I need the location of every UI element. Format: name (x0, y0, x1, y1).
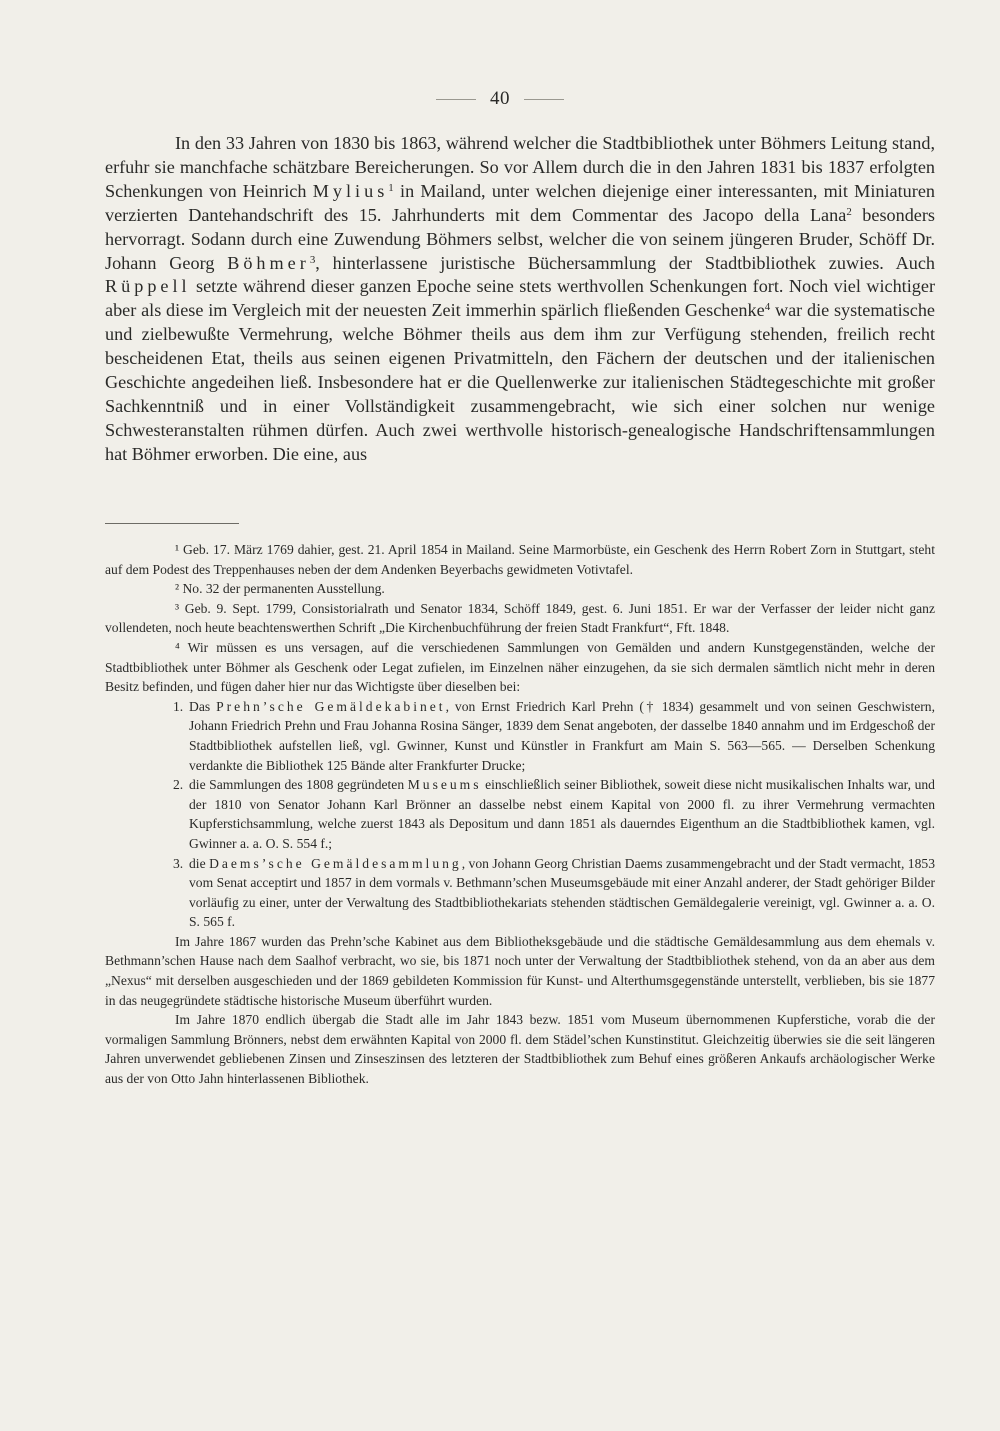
page-header (0, 88, 1000, 110)
list-item-text: einschließlich seiner Bibliothek, soweit diese nicht musikalischen Inhalts war, und der 1810 von Senator Johann Karl Brönner an dasselbe nebst einem Kapital von 2000 fl. zu ihrer Vermehrung vermachten Kupferstichsammlung, welche zuerst 1843 als Depositum und dann 1851 als dauerndes Eigenthum an die Stadtbibliothek kamen, vgl. Gwinner a. a. O. S. 554 f.; (189, 777, 935, 851)
main-text: In den 33 Jahren von 1830 bis 1863, während welcher die Stadtbibliothek unter Böhmers Leitung stand, erfuhr sie manchfache schätzbare Bereicherungen. So vor Allem durch die in den Jahren 1831 bis 1837 erfolgten Schenkungen von Heinrich (105, 133, 935, 201)
header-rule-left (436, 99, 476, 100)
footnote-ref[interactable]: 1 (388, 181, 394, 194)
footnote-ref[interactable]: 3 (309, 253, 316, 266)
emphasized-name: Museums (407, 777, 482, 793)
emphasized-name: Daems’sche Gemäldesammlung (209, 855, 462, 871)
list-item-text: die Sammlungen des 1808 gegründeten (189, 777, 408, 793)
footnote-mark: ¹ (175, 542, 180, 557)
main-text: besonders hervorragt. Sodann durch eine Zuwendung Böhmers selbst, welcher die von seinem jüngeren Bruder, Schöff Dr. Johann Georg (105, 204, 936, 273)
list-item-text: Das (189, 698, 217, 714)
footnote-ref[interactable]: 4 (764, 301, 771, 314)
list-item (105, 854, 935, 932)
list-item-number: 3. (173, 855, 184, 871)
page-number: 40 (490, 88, 510, 109)
footnotes (105, 540, 935, 1089)
main-text: , hinterlassene juristische Büchersammlung der Stadtbibliothek zuwies. Auch (315, 252, 935, 273)
main-text: in Mailand, unter welchen diejenige einer interessanten, mit Miniaturen verzierten Dantehandschrift des 15. Jahrhunderts mit dem Commentar des Jacopo della Lana (105, 180, 935, 225)
footnote-text: Geb. 17. März 1769 dahier, gest. 21. April 1854 in Mailand. Seine Marmorbüste, ein Geschenk des Herrn Robert Zorn in Stuttgart, steht auf dem Podest des Treppenhauses neben der dem Andenken Beyerbachs gewidmeten Votivtafel. (105, 542, 935, 577)
list-item-text: , von Johann Georg Christian Daems zusammengebracht und der Stadt vermacht, 1853 vom Senat acceptirt und 1857 in dem vormals v. Bethmann’schen Museumsgebäude mit einer Anzahl anderer, der Stadt gehöriger Bilder vorläufig zu einer, unter der Verwaltung des Stadtbibliothekariats stehenden städtischen Gemäldegalerie vereinigt, vgl. Gwinner a. a. O. S. 565 f. (189, 855, 935, 930)
footnote-mark: ⁴ (175, 639, 180, 655)
footnote-paragraph: Im Jahre 1867 wurden das Prehn’sche Kabinet aus dem Bibliotheksgebäude und die städtische Gemäldesammlung aus dem ehemals v. Bethmann’schen Hause nach dem Saalhof verbracht, wo sie, bis 1871 noch unter der Verwaltung der Stadtbibliothek stehend, von da an aber aus dem „Nexus“ mit derselben ausgeschieden und der 1869 gebildeten Kommission für Kunst- und Alterthumsgegenstände unterstellt, verblieben, bis sie 1877 in das neugegründete städtische historische Museum überführt wurden. (105, 933, 935, 1008)
list-item-text: , von Ernst Friedrich Karl Prehn († 1834) gesammelt und von seinen Geschwistern, Johann Friedrich Prehn und Frau Johanna Rosina Sänger, 1839 dem Senat angeboten, der dasselbe 1840 annahm und im Erdgeschoß der Stadtbibliothek aufstellen ließ, vgl. Gwinner, Kunst und Künstler in Frankfurt am Main S. 563—565. — Derselben Schenkung verdankte die Bibliothek 125 Bände alter Frankfurter Drucke; (189, 698, 935, 773)
emphasized-name: Mylius (312, 180, 389, 201)
footnote-text: Wir müssen es uns versagen, auf die verschiedenen Sammlungen von Gemälden und andern Kunstgegenständen, welche der Stadtbibliothek unter Böhmer als Geschenk oder Legat zufielen, im Einzelnen näher einzugehen, da sie sich dermalen sämtlich nicht mehr in deren Besitz befinden, und fügen daher hier nur das Wichtigste über dieselben bei: (105, 639, 935, 695)
emphasized-name: Rüppell (105, 276, 191, 297)
footnote-4 (105, 638, 935, 697)
emphasized-name: Prehn’sche Gemäldekabinet (216, 698, 446, 714)
footnote-text: No. 32 der permanenten Ausstellung. (179, 581, 385, 597)
footnote-mark: ³ (175, 600, 180, 616)
main-paragraph (105, 132, 935, 467)
collection-list (105, 697, 935, 932)
main-text: setzte während dieser ganzen Epoche seine stets werthvollen Schenkungen fort. Noch viel wichtiger aber als diese im Vergleich mit der neuesten Zeit immerhin spärlich fließenden Geschenke (105, 276, 935, 321)
list-item-number: 2. (173, 777, 184, 793)
footnote-1 (105, 540, 935, 579)
footnote-paragraph: Im Jahre 1870 endlich übergab die Stadt alle im Jahr 1843 bezw. 1851 vom Museum übernommenen Kupferstiche, vorab die der vormaligen Sammlung Brönners, nebst dem erwähnten Kapital von 2000 fl. dem Städel’schen Kunstinstitut. Gleichzeitig überwies sie die seit längeren Jahren unverwendet gebliebenen Zinsen und Zinseszinsen des letzteren der Stadtbibliothek zum Behuf eines größeren Ankaufs archäologischer Werke aus der von Otto Jahn hinterlassenen Bibliothek. (105, 1012, 935, 1087)
list-item-number: 1. (173, 698, 184, 714)
footnote-2 (105, 579, 935, 599)
emphasized-name: Böhmer (227, 252, 310, 273)
list-item (105, 697, 935, 775)
header-rule-right (524, 99, 564, 100)
list-item-text: die (189, 855, 210, 871)
main-text: war die systematische und zielbewußte Vermehrung, welche Böhmer theils aus dem ihm zur Verfügung stehenden, freilich recht bescheidenen Etat, theils aus seinen eigenen Privatmitteln, den Fächern der deutschen und der italienischen Geschichte angedeihen ließ. Insbesondere hat er die Quellenwerke zur italienischen Städtegeschichte mit großer Sachkenntniß und in einer Vollständigkeit zusammengebracht, wie sich einer solchen nur wenige Schwesteranstalten rühmen dürfen. Auch zwei werthvolle historisch-genealogische Handschriftensammlungen hat Böhmer erworben. Die eine, aus (105, 300, 935, 464)
footnote-3 (105, 599, 935, 638)
footnote-mark: ² (175, 581, 180, 597)
footnote-text: Geb. 9. Sept. 1799, Consistorialrath und Senator 1834, Schöff 1849, gest. 6. Juni 1851. Er war der Verfasser der leider nicht ganz vollendeten, noch heute beachtenswerthen Schrift „Die Kirchenbuchführung der freien Stadt Frankfurt“, Fft. 1848. (105, 600, 935, 636)
list-item (105, 775, 935, 853)
footnote-divider (105, 523, 239, 524)
footnote-ref[interactable]: 2 (846, 205, 852, 218)
